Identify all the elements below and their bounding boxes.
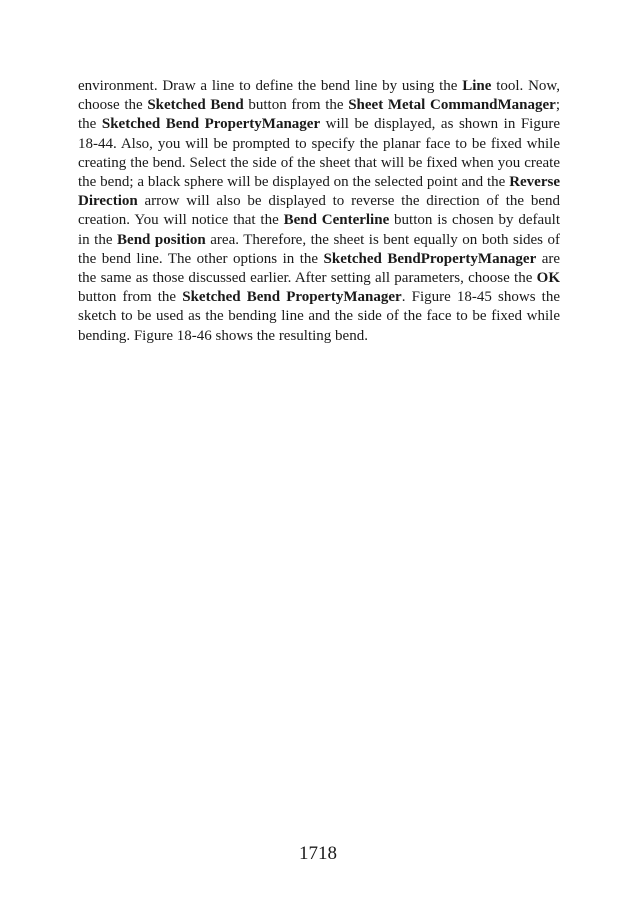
text-run: area. Therefore, the sheet is bent equally on both sides of the bend line. The other options in the <box>78 231 561 267</box>
text-run: button is chosen by default in the <box>78 212 560 248</box>
text-run: . Figure 18-45 shows the sketch to be used as the bending line and the side of the face to be fixed while bending. Figure 18-46 shows the resulting bend. <box>78 289 561 344</box>
bold-term: Bend Centerline <box>283 212 390 229</box>
text-run: button from the <box>78 289 183 306</box>
bold-term: Sketched Bend <box>147 97 244 114</box>
body-paragraph <box>78 77 560 346</box>
text-run: arrow will also be displayed to reverse the direction of the bend creation. You will notice that the <box>78 193 560 229</box>
text-run: will be displayed, as shown in Figure 18-44. Also, you will be prompted to specify the planar face to be fixed while creating the bend. Select the side of the sheet that will be fixed when you create the bend; a black sphere will be displayed on the selected point and the <box>78 116 560 191</box>
bold-term: Reverse Direction <box>78 174 560 210</box>
bold-term: Sheet Metal CommandManager <box>348 97 556 114</box>
bold-term: Sketched BendPropertyManager <box>323 250 537 267</box>
bold-term: Line <box>462 78 492 94</box>
text-run: ; the <box>78 97 560 133</box>
text-run: environment. Draw a line to define the bend line by using the <box>78 78 463 94</box>
text-run: are the same as those discussed earlier. After setting all parameters, choose the <box>78 250 561 287</box>
bold-term: Sketched Bend PropertyManager <box>182 289 402 306</box>
bold-term: Bend position <box>117 231 206 248</box>
bold-term: Sketched Bend PropertyManager <box>101 116 321 133</box>
text-run: tool. Now, choose the <box>78 78 561 114</box>
text-run: button from the <box>243 97 349 114</box>
page-number: 1718 <box>299 843 337 864</box>
bold-term: OK <box>536 270 560 287</box>
